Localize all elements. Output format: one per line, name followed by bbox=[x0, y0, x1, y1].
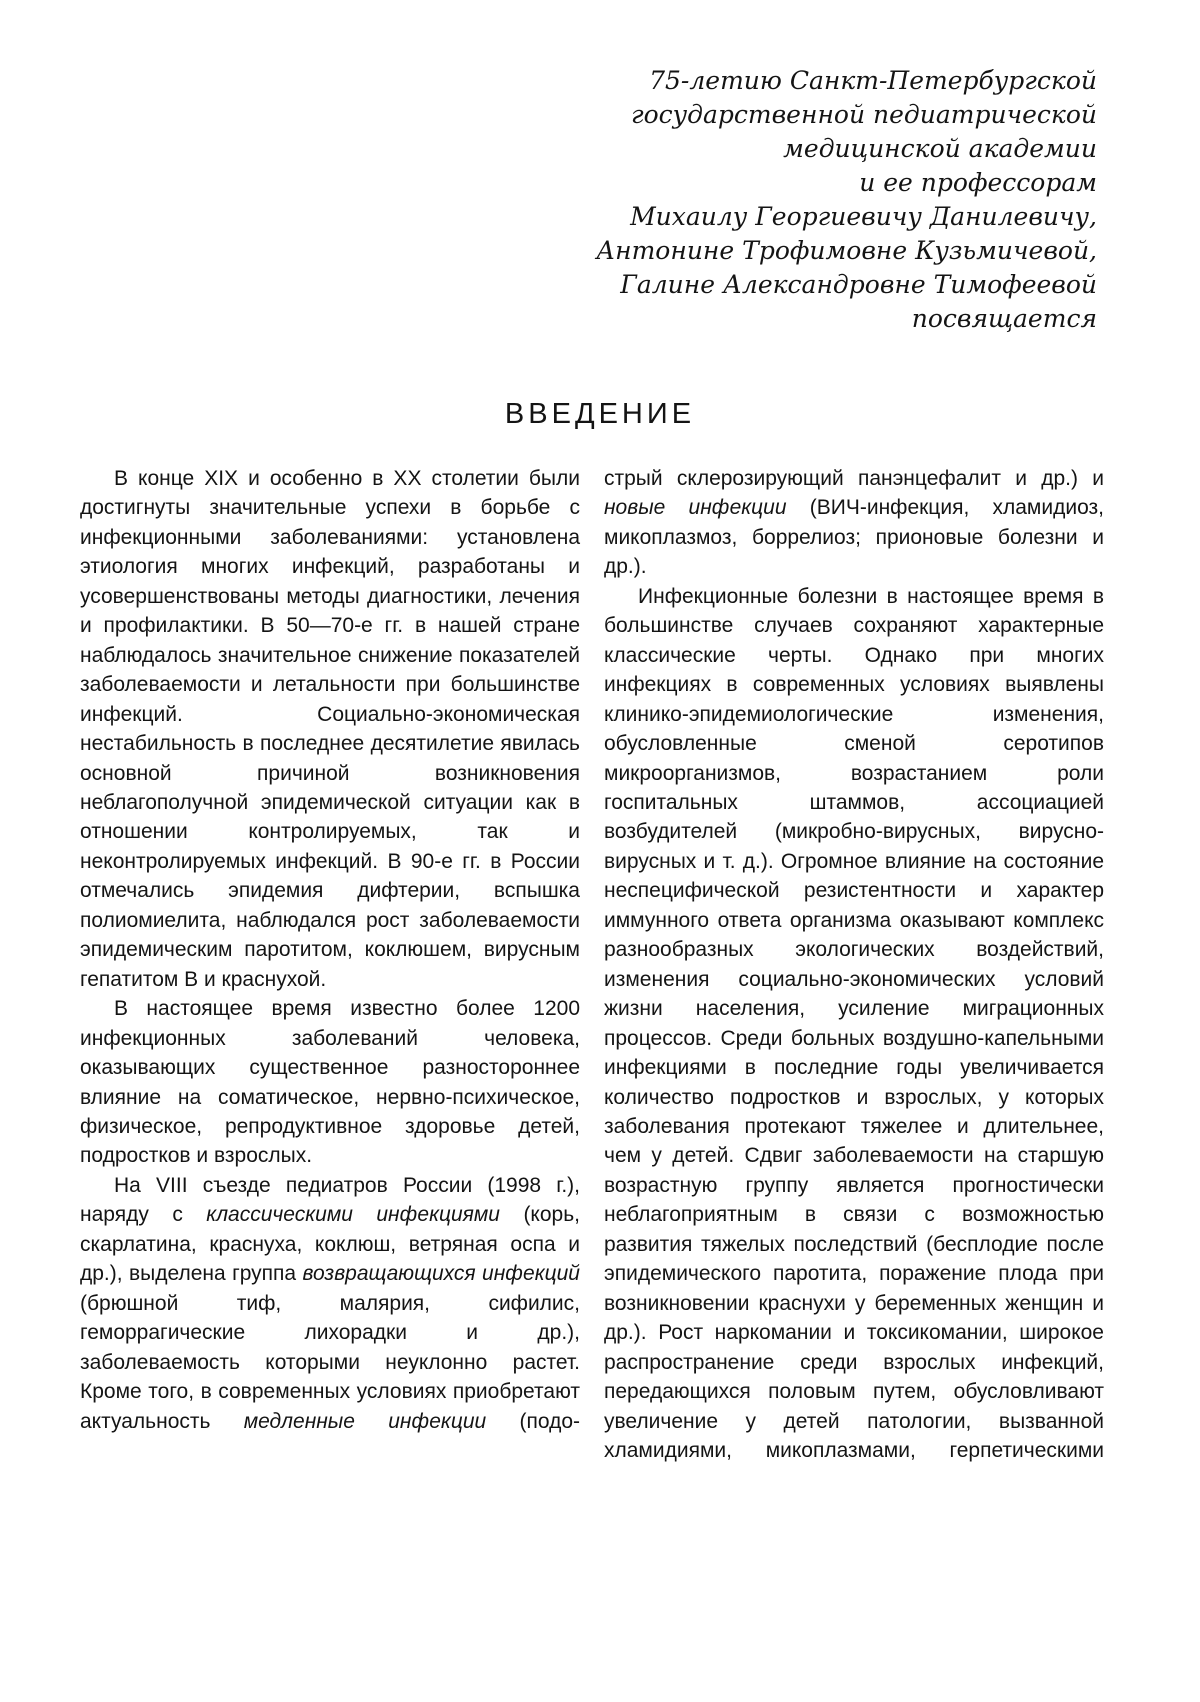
paragraph: В конце XIX и особенно в XX столетии были достигнуты значительные успехи в борьбе с инфекционными заболеваниями: установлена этиология многих инфекций, разработаны и усовершенствованы методы диагностики, лечения и профилактики. В 50—70-е гг. в нашей стране наблюдалось значительное снижение показателей заболеваемости и летальности при большинстве инфекций. Социально-экономическая нестабильность в последнее десятилетие явилась основной причиной возникновения неблагополучной эпидемической ситуации как в отношении контролируемых, так и неконтролируемых инфекций. В 90-е гг. в России отмечались эпидемия дифтерии, вспышка полиомиелита, наблюдался рост заболеваемости эпидемическим паротитом, коклюшем, вирусным гепатитом В и краснухой. bbox=[80, 467, 580, 991]
dedication-line: посвящается bbox=[911, 304, 1097, 333]
dedication-line: и ее профессорам bbox=[859, 168, 1097, 197]
paragraph bbox=[604, 464, 1104, 582]
left-column bbox=[80, 464, 580, 1436]
dedication-line: государственной педиатрической bbox=[630, 100, 1097, 129]
text-run: (брюшной тиф, малярия, сифилис, геморрагические лихорадки и др.), заболеваемость которыми неуклонно растет. Кроме того, в современных условиях приобретают актуальность bbox=[80, 1291, 580, 1433]
paragraph: Инфекционные болезни в настоящее время в большинстве случаев сохраняют характерные классические черты. Однако при многих инфекциях в современных условиях выявлены клинико-эпидемиологические изменения, обусловленные сменой серотипов микроорганизмов, возрастанием роли госпитальных штаммов, ассоциацией возбудителей (микробно-вирусных, вирусно-вирусных и т. д.). Огромное влияние на состояние неспецифической резистентности и характер иммунного ответа организма оказывают комплекс разнообразных экологических воздействий, изменения социально-экономических условий жизни населения, усиление миграционных процессов. Среди больных воздушно-капельными инфекциями в последние годы увеличивается количество подростков и взрослых, у которых заболевания протекают тяжелее и длительнее, чем у детей. Сдвиг заболеваемости на старшую возрастную группу является прогностически неблагоприятным в связи с возможностью развития тяжелых последствий (бесплодие после эпидемического паротита, поражение плода при возникновении краснухи у беременных женщин и др.). Рост наркомании и токсикомании, широкое распространение среди взрослых инфекций, передающихся половым путем, обусловливают увеличение у детей патологии, вызванной хламидиями, микоплазмами, герпетическими bbox=[604, 584, 1104, 1462]
text-run: На VIII съезде педиатров России (1998 г.), наряду с bbox=[80, 1173, 580, 1227]
dedication bbox=[537, 64, 1097, 336]
dedication-line: Антонине Трофимовне Кузьмичевой, bbox=[596, 236, 1097, 265]
text-run: стрый склерозирующий панэнцефалит и др.) и bbox=[604, 467, 1104, 490]
dedication-line: 75-летию Санкт-Петербургской bbox=[649, 66, 1097, 95]
text-run: (корь, скарлатина, краснуха, коклюш, ветряная оспа и др.), выделена группа bbox=[80, 1203, 580, 1286]
italic-term: возвращающихся инфекций bbox=[302, 1262, 580, 1286]
section-heading: ВВЕДЕНИЕ bbox=[504, 398, 696, 430]
paragraph bbox=[80, 1171, 580, 1436]
dedication-line: Михаилу Георгиевичу Данилевичу, bbox=[630, 202, 1097, 231]
italic-term: медленные инфекции bbox=[243, 1409, 487, 1433]
paragraph: В настоящее время известно более 1200 инфекционных заболеваний человека, оказывающих существенное разностороннее влияние на соматическое, нервно-психическое, физическое, репродуктивное здоровье детей, подростков и взрослых. bbox=[80, 997, 580, 1168]
text-run: (ВИЧ-инфекция, хламидиоз, микоплазмоз, боррелиоз; прионовые болезни и др.). bbox=[604, 496, 1104, 579]
dedication-line: медицинской академии bbox=[783, 134, 1097, 163]
italic-term: классическими инфекциями bbox=[206, 1203, 500, 1227]
italic-term: новые инфекции bbox=[604, 496, 787, 520]
text-run: (подо- bbox=[486, 1409, 580, 1433]
dedication-line: Галине Александровне Тимофеевой bbox=[620, 270, 1097, 299]
right-column bbox=[604, 464, 1104, 1465]
